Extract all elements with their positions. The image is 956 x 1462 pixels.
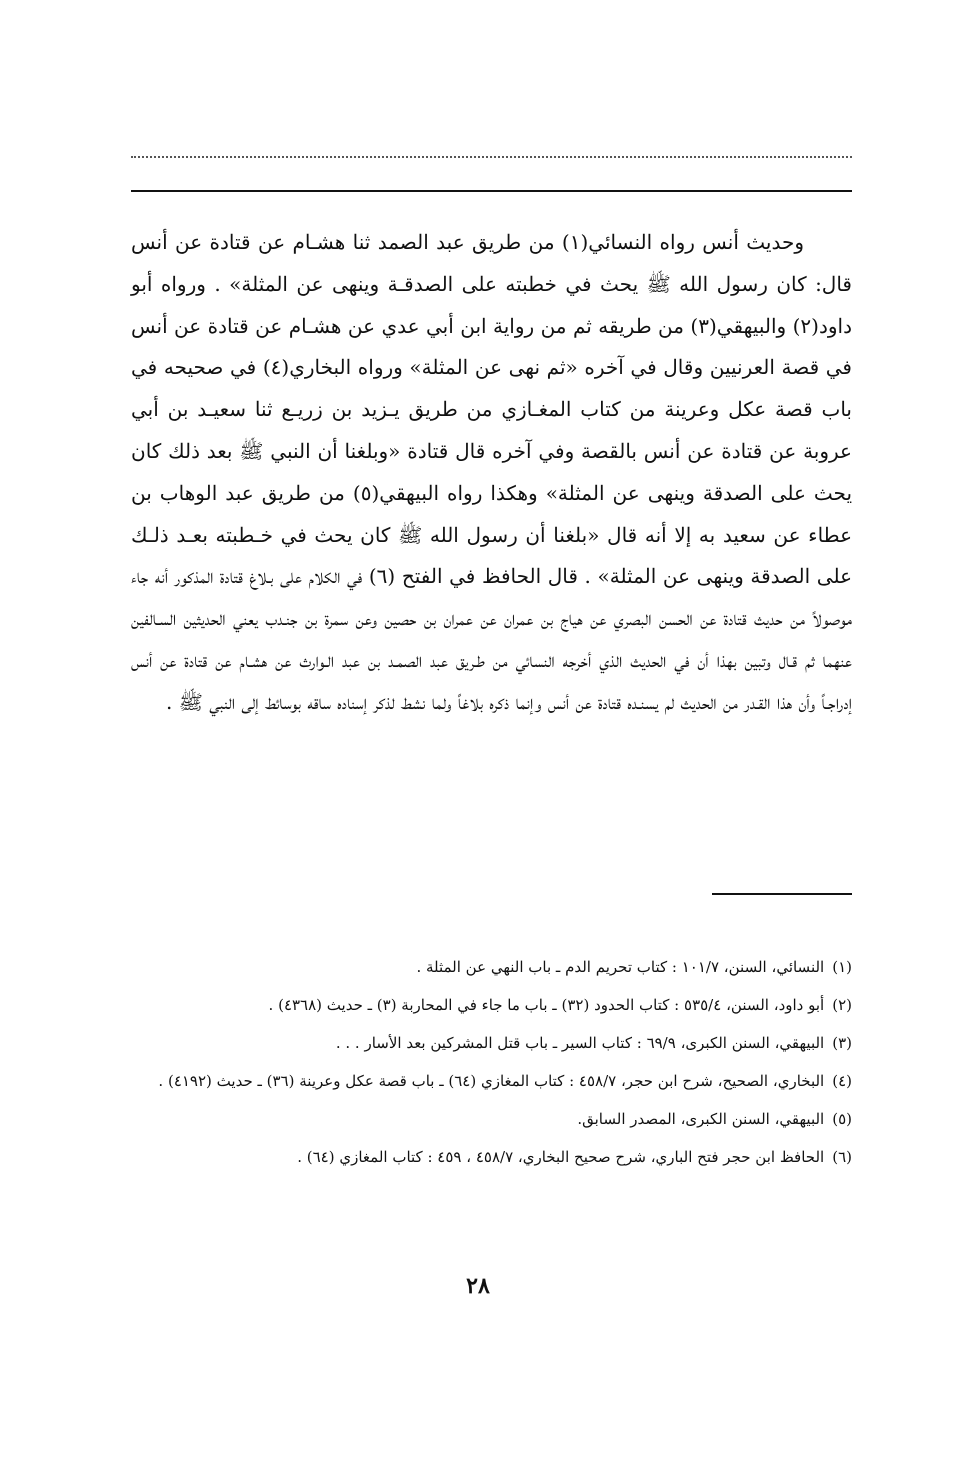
footnote-number: (١) xyxy=(832,958,852,976)
footnote-text: أبو داود، السنن، ٥٣٥/٤ : كتاب الحدود (٣٢) ـ باب ما جاء في المحاربة (٣) ـ حديث (٤٣٦٨) . xyxy=(268,996,825,1014)
footnote-text: البخاري، الصحيح، شرح ابن حجر، ٤٥٨/٧ : كتاب المغازي (٦٤) ـ باب قصة عكل وعرينة (٣٦) ـ حديث (٤١٩٢) . xyxy=(158,1072,825,1090)
footnote-separator xyxy=(712,893,852,895)
footnote-text: البيهقي، السنن الكبرى، المصدر السابق. xyxy=(577,1110,825,1128)
footnote-number: (٢) xyxy=(832,996,852,1014)
footnote-3 xyxy=(131,1028,852,1058)
header-dotted-rule xyxy=(131,156,852,158)
main-paragraph: وحديث أنس رواه النسائي(١) من طريق عبد الصمد ثنا هشـام عن قتادة عن أنس قال: كان رسول الله ﷺ يحث في خطبته على الصدقـة وينهى عن المثلة» . ورواه أبو داود(٢) والبيهقي(٣) من طريقه ثم من رواية ابن أبي عدي عن هشـام عن قتادة عن أنس في قصة العرنيين وقال في آخره «ثم نهى عن المثلة» ورواه البخاري(٤) في صحيحه في باب قصة عكل وعرينة من كتاب المغـازي من طريق يـزيد بن زريـع ثنا سعيـد بن أبي عروبة عن قتادة عن أنس بالقصة وفي آخره قال قتادة «وبلغنا أن النبي ﷺ بعد ذلك كان يحث على الصدقة وينهى عن المثلة» وهكذا رواه البيهقي(٥) من طريق عبد الوهاب بن عطاء عن سعيد به إلا أنه قال «بلغنا أن رسول الله ﷺ كان يحث في خـطبته بعـد ذلـك على الصدقة وينهى عن المثلة» . قال الحافظ في الفتح (٦) في الكلام على بـلاغ قتادة المذكور أنه جاء موصولاً من حديث قتادة عن الحسن البصري عن هياج بن عمران عن عمران بن حصين وعن سمرة بن جنـدب يعني الحديثين السـالفين عنهما ثم قـال وتبين بهذا أن في الحديث الذي أخرجه النسائي من طـريق عبد الصمـد بن عبد الـوارث عن هشـام عن قتادة عن أنس إدراجـاً وأن هذا القـدر من الحديث لم يسنـده قتادة عن أنس وإنما ذكره بلاغاً ولما نشط لذكر إسناده ساقه بوسائط إلى النبي ﷺ . xyxy=(131,230,853,714)
footnotes xyxy=(131,952,852,1180)
page-number: ٢٨ xyxy=(466,1273,490,1299)
footnote-number: (٥) xyxy=(832,1110,852,1128)
footnote-number: (٦) xyxy=(832,1148,852,1166)
footnote-4 xyxy=(131,1066,852,1096)
main-text-block xyxy=(131,222,852,724)
footnote-2 xyxy=(131,990,852,1020)
footnote-number: (٤) xyxy=(832,1072,852,1090)
footnote-text: البيهقي، السنن الكبرى، ٦٩/٩ : كتاب السير ـ باب قتل المشركين بعد الأسار . . . xyxy=(335,1034,825,1052)
header-solid-rule xyxy=(131,190,852,192)
footnote-1 xyxy=(131,952,852,982)
footnote-5 xyxy=(131,1104,852,1134)
footnote-text: الحافظ ابن حجر فتح الباري، شرح صحيح البخاري، ٤٥٨/٧ ، ٤٥٩ : كتاب المغازي (٦٤) . xyxy=(297,1148,825,1166)
footnote-text: النسائي، السنن، ١٠١/٧ : كتاب تحريم الدم ـ باب النهي عن المثلة . xyxy=(416,958,825,976)
footnote-6 xyxy=(131,1142,852,1172)
footnote-number: (٣) xyxy=(832,1034,852,1052)
